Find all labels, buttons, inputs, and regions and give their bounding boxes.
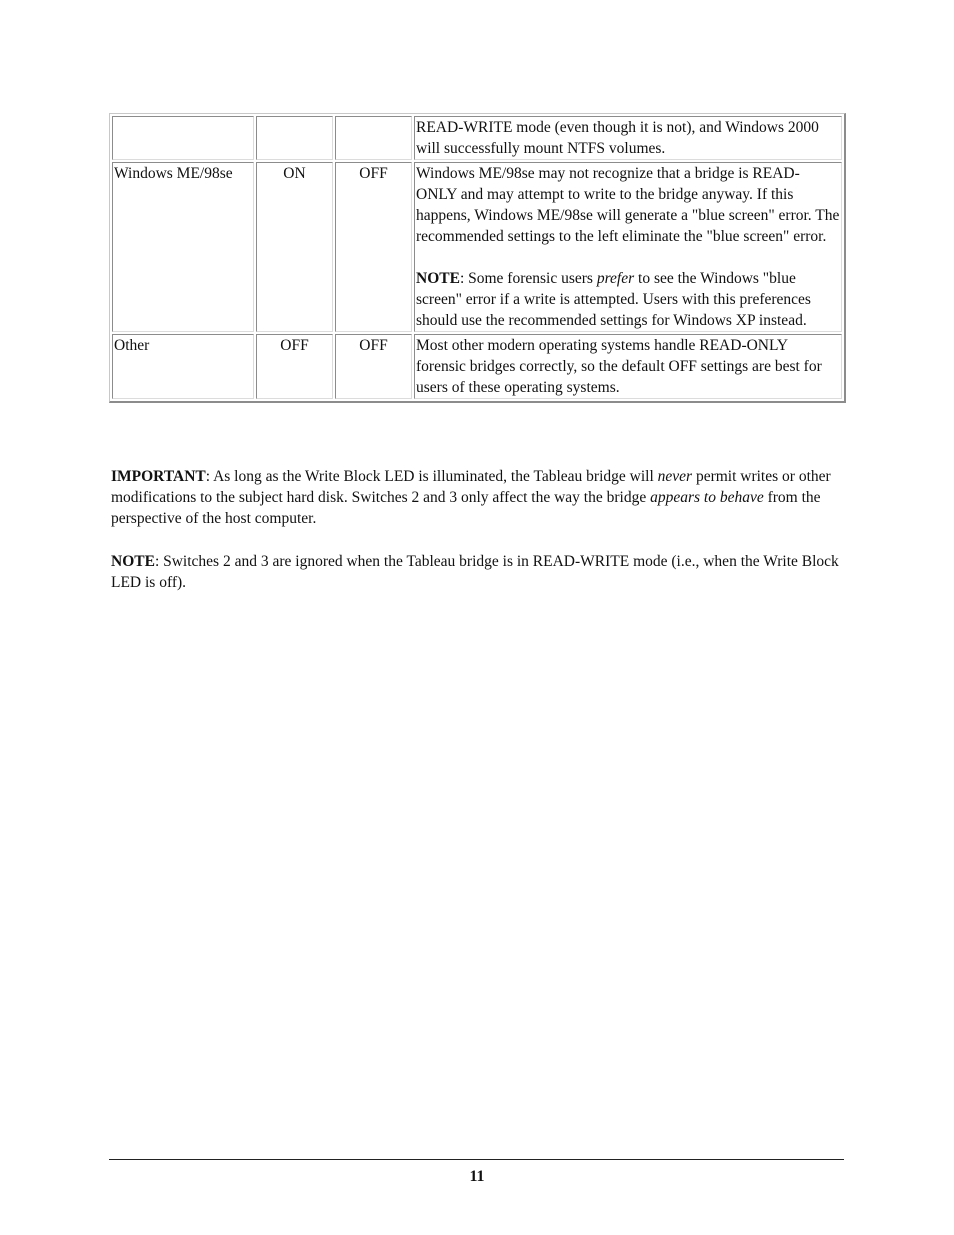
os-settings-table bbox=[109, 113, 846, 403]
page-number: 11 bbox=[469, 1168, 485, 1185]
note-emphasis: prefer bbox=[596, 270, 635, 287]
important-emphasis: never bbox=[657, 468, 693, 485]
table-row bbox=[112, 334, 842, 399]
switch2-cell: ON bbox=[256, 162, 333, 332]
table-row bbox=[112, 162, 842, 332]
important-text: : As long as the Write Block LED is illuminated, the Tableau bridge will bbox=[205, 468, 658, 485]
os-cell bbox=[112, 116, 254, 160]
switch3-cell: OFF bbox=[335, 334, 412, 399]
switch2-cell: OFF bbox=[256, 334, 333, 399]
switch2-cell bbox=[256, 116, 333, 160]
note-paragraph bbox=[111, 551, 846, 593]
os-cell: Windows ME/98se bbox=[112, 162, 254, 332]
important-label: IMPORTANT bbox=[111, 468, 206, 485]
description-cell bbox=[414, 334, 842, 399]
note-text: : Some forensic users bbox=[459, 270, 597, 287]
note-paragraph bbox=[416, 268, 840, 331]
switch3-cell: OFF bbox=[335, 162, 412, 332]
os-cell: Other bbox=[112, 334, 254, 399]
footer-divider bbox=[109, 1159, 844, 1160]
description-text: READ-WRITE mode (even though it is not), and Windows 2000 will successfully mount NTFS volumes. bbox=[416, 119, 819, 157]
switch3-cell bbox=[335, 116, 412, 160]
important-text: permit writes or other modifications to the subject hard disk. Switches 2 and 3 only affect the way the bridge bbox=[111, 468, 831, 506]
important-text: from the perspective of the host computer. bbox=[111, 489, 821, 527]
description-text: Windows ME/98se may not recognize that a bridge is READ-ONLY and may attempt to write to the bridge anyway. If this happens, Windows ME/98se will generate a "blue screen" error. The recommended settings to the left eliminate the "blue screen" error. bbox=[416, 165, 840, 245]
note-label: NOTE bbox=[111, 553, 155, 570]
note-label: NOTE bbox=[416, 270, 460, 287]
note-text: to see the Windows "blue screen" error if a write is attempted. Users with this preferences should use the recommended settings for Windows XP instead. bbox=[416, 270, 811, 329]
important-paragraph bbox=[111, 466, 846, 529]
important-emphasis: appears to behave bbox=[650, 489, 764, 506]
description-cell bbox=[414, 162, 842, 332]
table-row bbox=[112, 116, 842, 160]
note-text: : Switches 2 and 3 are ignored when the Tableau bridge is in READ-WRITE mode (i.e., when the Write Block LED is off). bbox=[111, 553, 839, 591]
description-cell bbox=[414, 116, 842, 160]
description-text: Most other modern operating systems handle READ-ONLY forensic bridges correctly, so the default OFF settings are best for users of these operating systems. bbox=[416, 337, 822, 396]
